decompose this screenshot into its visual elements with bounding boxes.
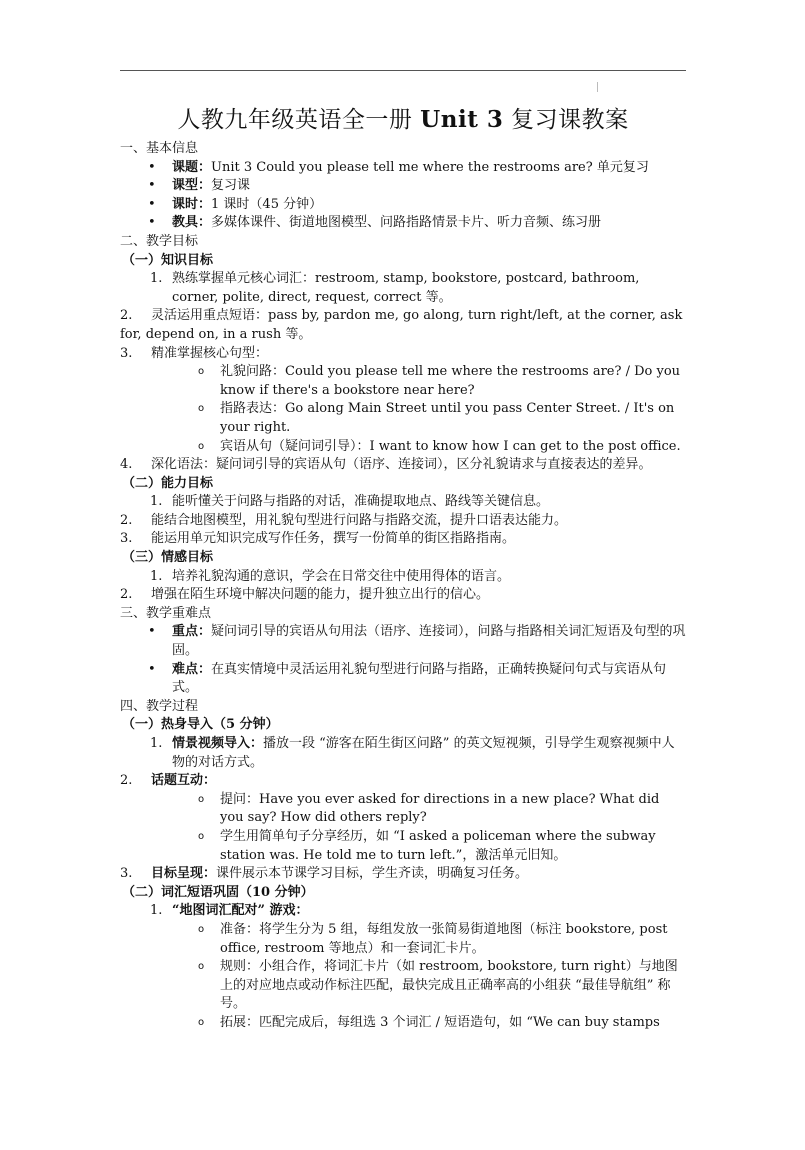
document-body <box>120 104 686 1033</box>
section-key-points-heading: 三、教学重难点 <box>120 605 212 621</box>
circle-bullet-icon: o <box>198 440 205 452</box>
list-item: • 教具：多媒体课件、街道地图模型、问路指路情景卡片、听力音频、练习册 <box>120 214 686 233</box>
subsection-ability-heading: （二）能力目标 <box>122 475 214 491</box>
circle-bullet-icon: o <box>198 793 205 805</box>
circle-bullet-icon: o <box>198 830 205 842</box>
section-objectives-heading: 二、教学目标 <box>120 233 199 249</box>
list-item: o 宾语从句（疑问词引导）：I want to know how I can get to the post office. <box>120 438 686 457</box>
list-item: 3. 精准掌握核心句型： <box>120 345 269 361</box>
list-item: • 难点：在真实情境中灵活运用礼貌句型进行问路与指路，正确转换疑问句式与宾语从句式。 <box>148 661 667 696</box>
list-item: 2. 话题互动： <box>120 773 217 789</box>
bullet-icon: • <box>148 196 156 212</box>
list-item: 1. 能听懂关于问路与指路的对话，准确提取地点、路线等关键信息。 <box>150 494 550 510</box>
title-unit: Unit 3 <box>420 106 504 133</box>
subsection-vocab-heading: （二）词汇短语巩固（10 分钟） <box>122 884 314 900</box>
list-item: 2. 能结合地图模型，用礼貌句型进行问路与指路交流，提升口语表达能力。 <box>120 512 568 528</box>
header-rule <box>120 70 686 71</box>
list-item: 1. “地图词汇配对” 游戏： <box>150 903 309 919</box>
list-item: 1. 情景视频导入：播放一段 “游客在陌生街区问路” 的英文短视频，引导学生观察视频中人物的对话方式。 <box>150 736 675 770</box>
list-item: o 礼貌问路：Could you please tell me where the restrooms are? / Do you know if there's a bookstore near here? <box>198 364 681 398</box>
section-basic-info-heading: 一、基本信息 <box>120 141 199 156</box>
subsection-knowledge-heading: （一）知识目标 <box>122 252 214 268</box>
subsection-warmup-heading: （一）热身导入（5 分钟） <box>122 717 279 733</box>
header-tick-mark <box>597 82 598 92</box>
list-item: o 拓展：匹配完成后，每组选 3 个词汇 / 短语造句，如 “We can buy stamps <box>120 1014 686 1033</box>
section-process-heading: 四、教学过程 <box>120 698 199 714</box>
list-item: • 课型：复习课 <box>120 177 686 196</box>
bullet-icon: • <box>148 624 156 640</box>
list-item: 2. 增强在陌生环境中解决问题的能力，提升独立出行的信心。 <box>120 587 490 603</box>
list-item: 1. 熟练掌握单元核心词汇：restroom, stamp, bookstore, postcard, bathroom, corner, polite, direct, request, correct 等。 <box>150 271 640 305</box>
list-item: o 指路表达：Go along Main Street until you pass Center Street. / It's on your right. <box>198 401 675 435</box>
list-item: 3. 能运用单元知识完成写作任务，撰写一份简单的街区指路指南。 <box>120 531 516 547</box>
list-item: • 课时：1 课时（45 分钟） <box>120 196 686 215</box>
list-item: 4. 深化语法：疑问词引导的宾语从句（语序、连接词），区分礼貌请求与直接表达的差异。 <box>120 457 652 473</box>
list-item: o 学生用简单句子分享经历，如 “I asked a policeman where the subway station was. He told me to turn left.”，激活单元旧知。 <box>198 828 656 863</box>
page-title: 人教九年级英语全一册 Unit 3 复习课教案 <box>177 106 629 133</box>
circle-bullet-icon: o <box>198 366 205 378</box>
list-item: 2. 灵活运用重点短语：pass by, pardon me, go along, turn right/left, at the corner, ask for, depend on, in a rush 等。 <box>120 308 683 342</box>
circle-bullet-icon: o <box>198 923 205 935</box>
list-item: 3. 目标呈现：课件展示本节课学习目标，学生齐读，明确复习任务。 <box>120 866 529 882</box>
list-item: 1. 培养礼貌沟通的意识，学会在日常交往中使用得体的语言。 <box>150 568 511 584</box>
bullet-icon: • <box>148 178 156 194</box>
circle-bullet-icon: o <box>198 403 205 415</box>
list-item: o 准备：将学生分为 5 组，每组发放一张简易街道地图（标注 bookstore, post office, restroom 等地点）和一套词汇卡片。 <box>198 921 668 956</box>
circle-bullet-icon: o <box>198 961 205 973</box>
list-item: • 重点：疑问词引导的宾语从句用法（语序、连接词），问路与指路相关词汇短语及句型的巩固。 <box>148 624 686 659</box>
list-item: o 提问：Have you ever asked for directions in a new place? What did you say? How did others reply? <box>198 791 660 826</box>
list-item: • 课题：Unit 3 Could you please tell me where the restrooms are? 单元复习 <box>120 159 686 178</box>
bullet-icon: • <box>148 661 156 677</box>
subsection-emotion-heading: （三）情感目标 <box>122 550 214 566</box>
list-item: o 规则：小组合作，将词汇卡片（如 restroom, bookstore, turn right）与地图上的对应地点或动作标注匹配，最快完成且正确率高的小组获 “最佳导航组” 称号。 <box>198 959 678 1012</box>
bullet-icon: • <box>148 159 156 175</box>
circle-bullet-icon: o <box>198 1016 205 1028</box>
bullet-icon: • <box>148 215 156 231</box>
